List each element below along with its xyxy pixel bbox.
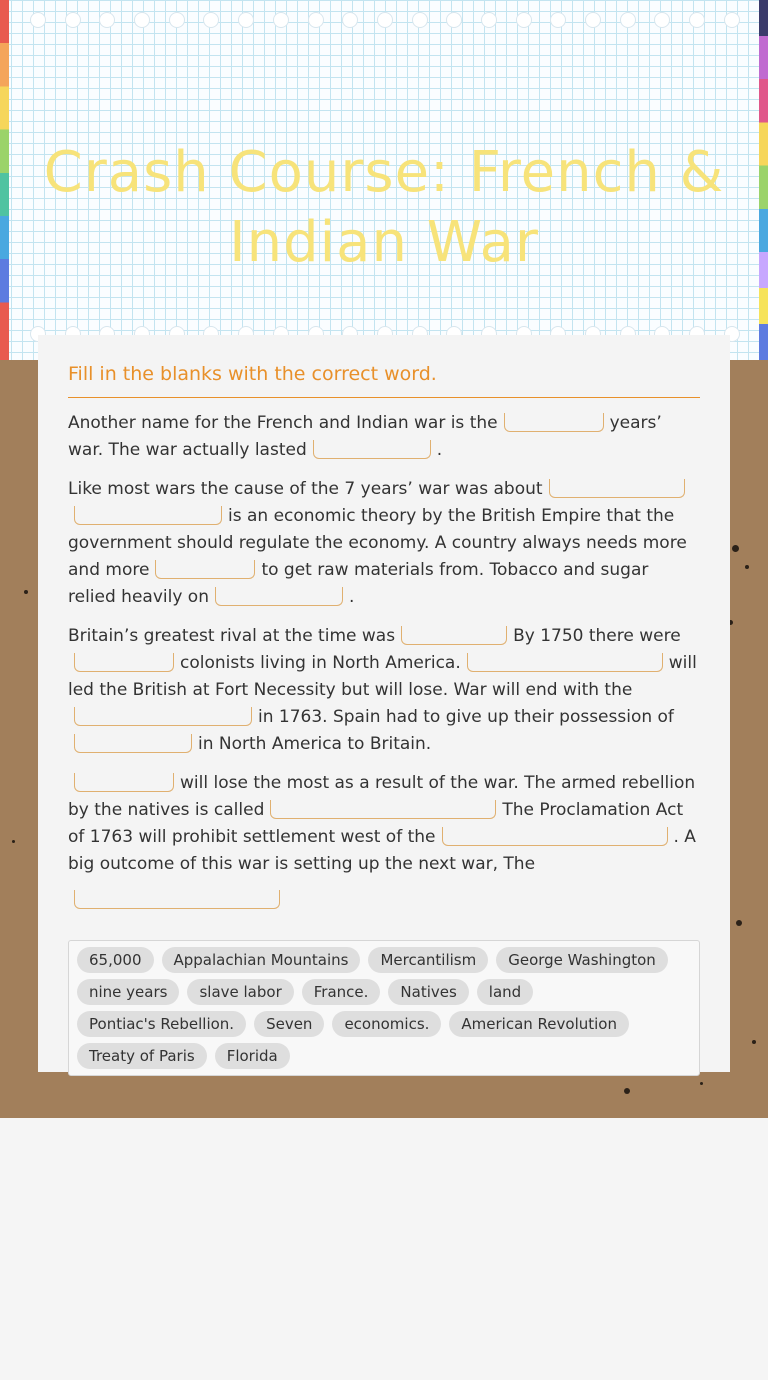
paragraph-text: will led the British at Fort Necessity but will lose. War will end with the [68,653,697,700]
blank-input-10[interactable] [74,707,252,726]
word-chip[interactable]: Florida [215,1043,290,1069]
word-chip[interactable]: economics. [332,1011,441,1037]
blank-input-1[interactable] [504,413,604,432]
word-chip[interactable]: Seven [254,1011,324,1037]
word-chip[interactable]: Pontiac's Rebellion. [77,1011,246,1037]
word-chip[interactable]: George Washington [496,947,668,973]
paragraph-4 [68,770,700,914]
blank-input-15[interactable] [74,890,280,909]
instructions: Fill in the blanks with the correct word. [68,363,700,398]
worksheet-card [38,335,730,1072]
paragraph-text: . A big outcome of this war is setting up the next war, The [68,827,696,874]
paragraph-text: Britain’s greatest rival at the time was [68,626,396,646]
word-chip[interactable]: land [477,979,533,1005]
blank-input-3[interactable] [549,479,685,498]
paragraph-text: in 1763. Spain had to give up their possession of [258,707,674,727]
word-bank [68,940,700,1076]
word-chip[interactable]: Mercantilism [368,947,488,973]
blank-input-4[interactable] [74,506,222,525]
blank-input-6[interactable] [215,587,343,606]
paragraph-2 [68,476,700,611]
paragraph-text: years’ war. The war actually lasted [68,413,662,460]
blank-input-11[interactable] [74,734,192,753]
binder-holes-top [30,12,740,32]
paragraph-text: Like most wars the cause of the 7 years’ war was about [68,479,543,499]
blank-input-13[interactable] [270,800,496,819]
word-chip[interactable]: Treaty of Paris [77,1043,207,1069]
header-graph-paper [0,0,768,360]
paragraph-1 [68,410,700,464]
paragraph-text: is an economic theory by the British Empire that the government should regulate the economy. A country always needs more and more [68,506,687,580]
blank-input-5[interactable] [155,560,255,579]
word-chip[interactable]: slave labor [187,979,293,1005]
paragraph-text: . [436,440,443,460]
paragraph-text: to get raw materials from. Tobacco and sugar relied heavily on [68,560,649,607]
blank-input-8[interactable] [74,653,174,672]
word-chip[interactable]: nine years [77,979,179,1005]
blank-input-14[interactable] [442,827,668,846]
paragraph-text: in North America to Britain. [198,734,432,754]
paragraph-text: The Proclamation Act of 1763 will prohibit settlement west of the [68,800,684,847]
paragraph-text: colonists living in North America. [180,653,461,673]
paragraph-text: By 1750 there were [513,626,681,646]
blank-input-9[interactable] [467,653,663,672]
rainbow-edge-right [759,0,768,360]
word-chip[interactable]: Appalachian Mountains [162,947,361,973]
word-chip[interactable]: France. [302,979,381,1005]
paragraph-3 [68,623,700,758]
word-chip[interactable]: Natives [388,979,468,1005]
paragraph-text: will lose the most as a result of the war. The armed rebellion by the natives is called [68,773,696,820]
rainbow-edge-left [0,0,9,360]
blank-input-7[interactable] [401,626,507,645]
page-title: Crash Course: French & Indian War [43,139,725,275]
blank-input-2[interactable] [313,440,431,459]
word-chip[interactable]: 65,000 [77,947,154,973]
paragraph-text: . [348,587,355,607]
word-chip[interactable]: American Revolution [449,1011,629,1037]
blank-input-12[interactable] [74,773,174,792]
paragraph-text: Another name for the French and Indian war is the [68,413,498,433]
